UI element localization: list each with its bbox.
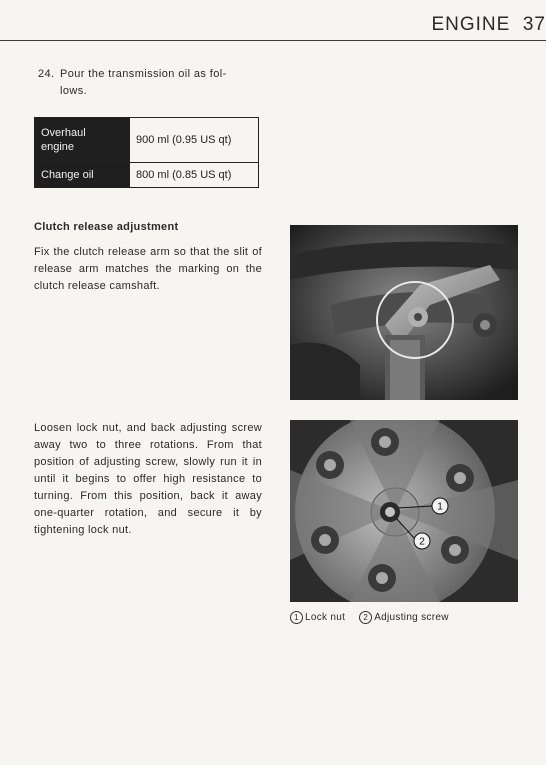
- step-text-line2: lows.: [60, 85, 88, 97]
- section-name: ENGINE: [431, 14, 511, 35]
- row-label-line1: Overhaul: [41, 127, 86, 139]
- row-value: 900 ml (0.95 US qt): [130, 118, 259, 163]
- header-rule: [0, 40, 546, 41]
- caption-num-2: 2: [359, 611, 372, 624]
- step-text-line1: Pour the transmission oil as fol-: [60, 68, 227, 80]
- caption-label-adjusting-screw: Adjusting screw: [374, 612, 449, 624]
- oil-capacity-table: [34, 117, 259, 188]
- row-label-line2: engine: [41, 141, 75, 153]
- table-row: [35, 163, 259, 188]
- page-number: 37: [522, 14, 546, 35]
- step-24: [38, 66, 268, 100]
- caption-label-lock-nut: Lock nut: [305, 612, 346, 624]
- paragraph-adjusting-screw: Loosen lock nut, and back adjusting screw away two to three rotations. From that position of adjusting screw, slowly run it in until it begins to offer high resistance to turning. From this position, back it away one-quarter rotation, and secure it by tightening lock nut.: [34, 422, 262, 536]
- figure-caption: [290, 611, 449, 624]
- row-value: 800 ml (0.85 US qt): [130, 163, 259, 188]
- callout-adjusting-screw: 2: [419, 536, 425, 548]
- photo-clutch-adjuster: [290, 420, 518, 602]
- row-label: [35, 118, 130, 163]
- step-number: 24.: [38, 68, 55, 80]
- callout-lock-nut: 1: [437, 501, 443, 513]
- header-title: [431, 14, 546, 36]
- caption-num-1: 1: [290, 611, 303, 624]
- section-heading: Clutch release adjustment: [34, 221, 179, 233]
- row-label: Change oil: [35, 163, 130, 188]
- photo-clutch-release-arm: [290, 225, 518, 400]
- paragraph-release-arm: Fix the clutch release arm so that the slit of release arm matches the marking on the clutch release camshaft.: [34, 246, 262, 292]
- table-row: [35, 118, 259, 163]
